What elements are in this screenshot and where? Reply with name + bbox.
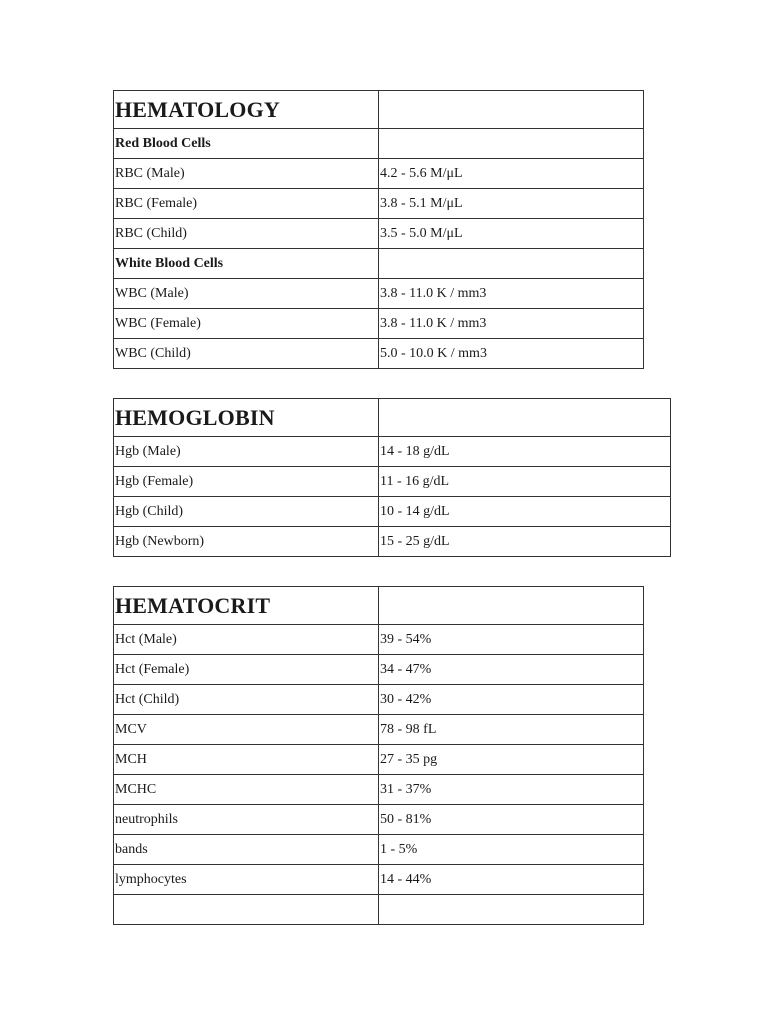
table-row bbox=[114, 249, 644, 279]
row-value: 34 - 47% bbox=[379, 655, 644, 685]
row-label: Hct (Child) bbox=[114, 685, 379, 715]
row-value: 3.5 - 5.0 M/μL bbox=[379, 219, 644, 249]
row-value: 39 - 54% bbox=[379, 625, 644, 655]
row-label: Hgb (Male) bbox=[114, 437, 379, 467]
row-label bbox=[114, 895, 379, 925]
row-value: 31 - 37% bbox=[379, 775, 644, 805]
row-label: Hct (Male) bbox=[114, 625, 379, 655]
row-label: Hgb (Female) bbox=[114, 467, 379, 497]
row-value: 1 - 5% bbox=[379, 835, 644, 865]
table-row bbox=[114, 745, 644, 775]
table-row bbox=[114, 655, 644, 685]
row-label: RBC (Female) bbox=[114, 189, 379, 219]
table-row bbox=[114, 339, 644, 369]
row-value: 4.2 - 5.6 M/μL bbox=[379, 159, 644, 189]
row-label: MCHC bbox=[114, 775, 379, 805]
row-value: 14 - 18 g/dL bbox=[379, 437, 671, 467]
table-row bbox=[114, 279, 644, 309]
table-row bbox=[114, 219, 644, 249]
row-label: Hct (Female) bbox=[114, 655, 379, 685]
table-row bbox=[114, 625, 644, 655]
table-row bbox=[114, 159, 644, 189]
table-row bbox=[114, 715, 644, 745]
row-value: 15 - 25 g/dL bbox=[379, 527, 671, 557]
section-title: HEMATOCRIT bbox=[114, 587, 379, 625]
table-row bbox=[114, 835, 644, 865]
row-value: 11 - 16 g/dL bbox=[379, 467, 671, 497]
row-label: WBC (Child) bbox=[114, 339, 379, 369]
table-row bbox=[114, 309, 644, 339]
row-value: 3.8 - 5.1 M/μL bbox=[379, 189, 644, 219]
row-label: Red Blood Cells bbox=[114, 129, 379, 159]
section-title-value bbox=[379, 399, 671, 437]
section-title: HEMOGLOBIN bbox=[114, 399, 379, 437]
row-value bbox=[379, 895, 644, 925]
row-value: 14 - 44% bbox=[379, 865, 644, 895]
hematocrit-table bbox=[113, 586, 644, 925]
table-row bbox=[114, 895, 644, 925]
table-row bbox=[114, 775, 644, 805]
row-label: WBC (Female) bbox=[114, 309, 379, 339]
table-row bbox=[114, 189, 644, 219]
table-row bbox=[114, 437, 671, 467]
table-title-row bbox=[114, 91, 644, 129]
row-value: 5.0 - 10.0 K / mm3 bbox=[379, 339, 644, 369]
table-row bbox=[114, 685, 644, 715]
row-value: 30 - 42% bbox=[379, 685, 644, 715]
row-label: WBC (Male) bbox=[114, 279, 379, 309]
section-title: HEMATOLOGY bbox=[114, 91, 379, 129]
table-row bbox=[114, 527, 671, 557]
row-label: White Blood Cells bbox=[114, 249, 379, 279]
hematology-table bbox=[113, 90, 644, 369]
hemoglobin-table bbox=[113, 398, 671, 557]
section-title-value bbox=[379, 91, 644, 129]
section-title-value bbox=[379, 587, 644, 625]
table-row bbox=[114, 497, 671, 527]
table-row bbox=[114, 129, 644, 159]
row-label: MCH bbox=[114, 745, 379, 775]
row-label: bands bbox=[114, 835, 379, 865]
table-title-row bbox=[114, 399, 671, 437]
row-value: 50 - 81% bbox=[379, 805, 644, 835]
table-row bbox=[114, 805, 644, 835]
row-value: 27 - 35 pg bbox=[379, 745, 644, 775]
row-label: RBC (Male) bbox=[114, 159, 379, 189]
row-label: lymphocytes bbox=[114, 865, 379, 895]
table-title-row bbox=[114, 587, 644, 625]
row-value bbox=[379, 129, 644, 159]
row-value bbox=[379, 249, 644, 279]
row-value: 78 - 98 fL bbox=[379, 715, 644, 745]
row-label: neutrophils bbox=[114, 805, 379, 835]
row-value: 10 - 14 g/dL bbox=[379, 497, 671, 527]
row-label: MCV bbox=[114, 715, 379, 745]
table-row bbox=[114, 467, 671, 497]
row-value: 3.8 - 11.0 K / mm3 bbox=[379, 309, 644, 339]
table-row bbox=[114, 865, 644, 895]
row-label: RBC (Child) bbox=[114, 219, 379, 249]
row-label: Hgb (Newborn) bbox=[114, 527, 379, 557]
row-label: Hgb (Child) bbox=[114, 497, 379, 527]
row-value: 3.8 - 11.0 K / mm3 bbox=[379, 279, 644, 309]
